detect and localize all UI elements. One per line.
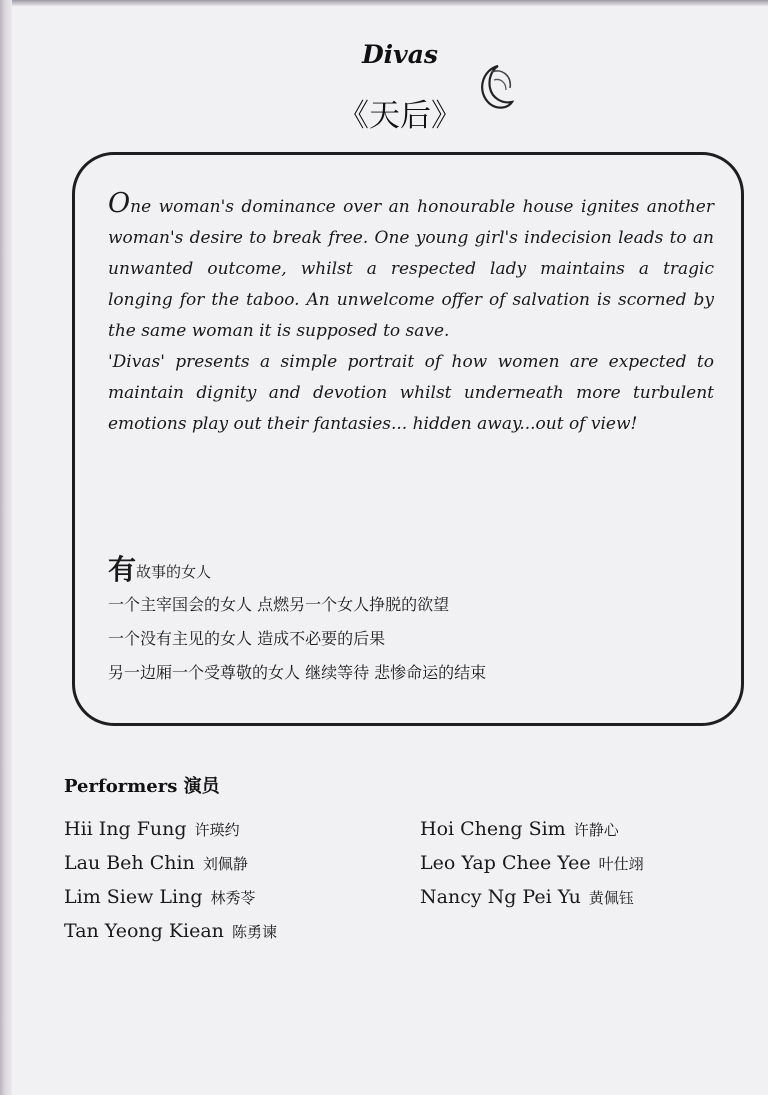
performer-name: Tan Yeong Kiean [64, 920, 224, 942]
synopsis-paragraph-1: One woman's dominance over an honourable house ignites another woman's desire to break free. One young girl's indecision leads to an unwanted outcome, whilst a respected lady maintains a tragic longing for the taboo. An unwelcome offer of salvation is scorned by the same woman it is supposed to save. [108, 188, 714, 341]
page-top-edge [0, 0, 768, 6]
performer-chinese-name: 陈勇谏 [231, 923, 277, 941]
performers-right-column [420, 812, 644, 914]
performer-entry [64, 880, 277, 914]
performer-chinese-name: 黄佩钰 [588, 889, 634, 907]
performer-name: Nancy Ng Pei Yu [420, 886, 581, 908]
performer-entry [420, 846, 644, 880]
performer-name: Hii Ing Fung [64, 818, 187, 840]
synopsis-paragraph-2: 'Divas' presents a simple portrait of how women are expected to maintain dignity and devotion whilst underneath more turbulent emotions play out their fantasies... hidden away...out of view! [108, 352, 714, 434]
performer-entry [64, 914, 277, 948]
performer-chinese-name: 许瑛约 [194, 821, 240, 839]
chinese-synopsis-heading [108, 552, 728, 588]
performer-name: Leo Yap Chee Yee [420, 852, 591, 874]
performers-heading: Performers 演员 [64, 776, 220, 797]
chinese-synopsis-line: 一个主宰国会的女人 点燃另一个女人挣脱的欲望 [108, 595, 450, 614]
chinese-heading-rest: 故事的女人 [136, 563, 212, 581]
performer-name: Hoi Cheng Sim [420, 818, 566, 840]
performer-chinese-name: 许静心 [573, 821, 619, 839]
performer-chinese-name: 叶仕翊 [598, 855, 644, 873]
performer-entry [420, 812, 644, 846]
synopsis-english [108, 188, 714, 440]
performer-entry [64, 812, 277, 846]
title-chinese: 《天后》 [338, 98, 462, 134]
performer-entry [64, 846, 277, 880]
chinese-synopsis-line: 另一边厢一个受尊敬的女人 继续等待 悲惨命运的结束 [108, 663, 487, 682]
performers-left-column [64, 812, 277, 948]
performer-entry [420, 880, 644, 914]
performer-name: Lim Siew Ling [64, 886, 203, 908]
performer-chinese-name: 刘佩静 [202, 855, 248, 873]
page-binding-edge [0, 0, 12, 1095]
performer-chinese-name: 林秀苓 [210, 889, 256, 907]
crescent-moon-icon [468, 62, 514, 112]
title-english: Divas [362, 40, 438, 69]
performer-name: Lau Beh Chin [64, 852, 195, 874]
synopsis-chinese [108, 552, 728, 690]
chinese-heading-big-char: 有 [108, 553, 137, 586]
chinese-synopsis-line: 一个没有主见的女人 造成不必要的后果 [108, 629, 386, 648]
